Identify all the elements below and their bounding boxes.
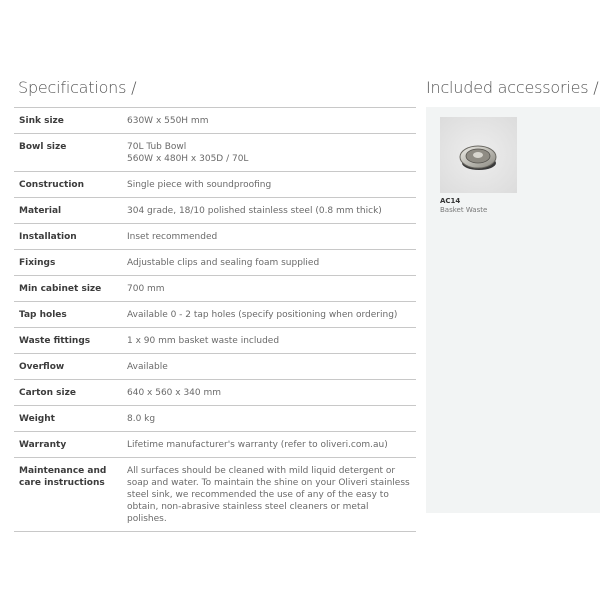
spec-value: Adjustable clips and sealing foam supplied [122,250,416,276]
spec-label: Sink size [14,108,122,134]
spec-row [14,328,416,354]
spec-label: Carton size [14,380,122,406]
spec-value: Lifetime manufacturer's warranty (refer to oliveri.com.au) [122,432,416,458]
spec-row [14,198,416,224]
accessory-name: Basket Waste [440,206,488,214]
spec-value: All surfaces should be cleaned with mild liquid detergent or soap and water. To maintain the shine on your Oliveri stainless steel sink, we recommended the use of any of the easy to obtain, non-abrasive stainless steel cleaners or metal polishes. [122,458,416,532]
spec-value: Available 0 - 2 tap holes (specify positioning when ordering) [122,302,416,328]
spec-row [14,108,416,134]
spec-row [14,354,416,380]
specifications-title: Specifications / [18,78,137,97]
spec-row [14,380,416,406]
accessories-panel [426,107,600,513]
spec-value: 630W x 550H mm [122,108,416,134]
spec-label: Construction [14,172,122,198]
accessories-title: Included accessories / [426,78,599,97]
spec-value: 700 mm [122,276,416,302]
spec-value: 8.0 kg [122,406,416,432]
spec-value: 640 x 560 x 340 mm [122,380,416,406]
spec-row [14,276,416,302]
spec-value: 304 grade, 18/10 polished stainless steel (0.8 mm thick) [122,198,416,224]
spec-value: Available [122,354,416,380]
spec-label: Min cabinet size [14,276,122,302]
spec-row [14,432,416,458]
spec-value: 1 x 90 mm basket waste included [122,328,416,354]
spec-label: Installation [14,224,122,250]
spec-label: Material [14,198,122,224]
specifications-table [14,107,416,532]
spec-label: Waste fittings [14,328,122,354]
accessory-code: AC14 [440,197,461,205]
spec-row [14,458,416,532]
spec-label: Fixings [14,250,122,276]
spec-value: 70L Tub Bowl 560W x 480H x 305D / 70L [122,134,416,172]
spec-label: Warranty [14,432,122,458]
spec-row [14,302,416,328]
spec-value: Inset recommended [122,224,416,250]
basket-waste-image [440,117,517,193]
spec-row [14,224,416,250]
spec-label: Tap holes [14,302,122,328]
spec-label: Bowl size [14,134,122,172]
spec-label: Overflow [14,354,122,380]
basket-waste-icon [440,117,517,193]
spec-label: Maintenance and care instructions [14,458,122,532]
spec-value: Single piece with soundproofing [122,172,416,198]
spec-label: Weight [14,406,122,432]
spec-row [14,172,416,198]
spec-row [14,406,416,432]
spec-row [14,134,416,172]
spec-row [14,250,416,276]
